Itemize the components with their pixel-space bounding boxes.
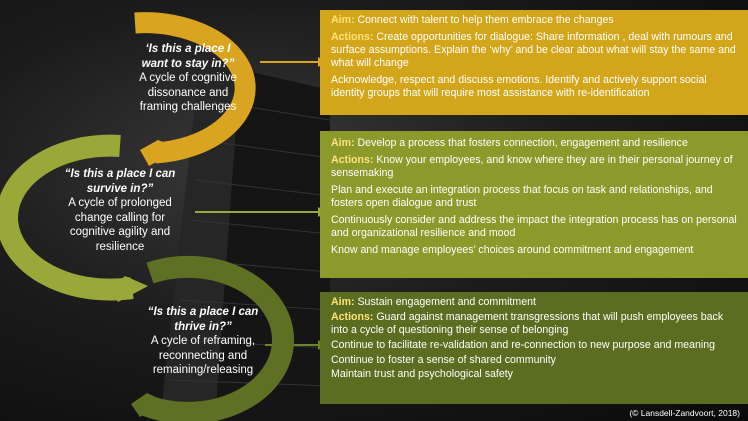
cycle-3-question-line-1: “Is this a place I can <box>147 306 259 318</box>
panel-3-aim <box>331 296 740 309</box>
panel-survive <box>320 131 748 278</box>
panel-thrive <box>320 292 748 404</box>
cycle-1-text <box>128 42 248 115</box>
cycle-3-description-line-1: A cycle of reframing, <box>150 335 256 347</box>
cycle-1-description-line-1: A cycle of cognitive <box>139 72 237 84</box>
cycle-3-description-line-2: reconnecting and <box>158 349 248 362</box>
aim-label: Aim: <box>331 296 355 308</box>
actions-text: Create opportunities for dialogue: Share information , deal with rumours and surface assumptions. Explain the ‘why’ and be clear about what will stay the same and what will change <box>331 30 736 70</box>
cycle-1-question-line-1: ‘Is this a place I <box>145 43 231 55</box>
aim-label: Aim: <box>331 14 355 26</box>
actions-label: Actions: <box>331 30 374 43</box>
aim-text: Connect with talent to help them embrace the changes <box>354 14 614 26</box>
cycle-1-question-line-2: want to stay in?” <box>141 57 235 70</box>
panel-2-aim <box>331 137 740 150</box>
actions-text: Guard against management transgressions that will push employees back into a cycle of questioning their sense of belonging <box>331 310 724 337</box>
cycle-2-question-line-2: survive in?” <box>86 182 154 195</box>
aim-text: Sustain engagement and commitment <box>354 296 536 308</box>
panel-2-actions <box>331 154 740 181</box>
cycle-2-description-line-1: A cycle of prolonged <box>68 197 172 209</box>
panel-1-actions <box>331 31 740 71</box>
cycle-2-question-line-1: “Is this a place I can <box>64 168 176 180</box>
panel-1-item-1: Acknowledge, respect and discuss emotions. Identify and actively support social identity groups that will require most assistance with re-identification <box>331 74 707 100</box>
cycle-3-question-line-2: thrive in?” <box>174 320 232 333</box>
cycle-1-description-line-2: dissonance and <box>147 86 229 99</box>
aim-text: Develop a process that fosters connection, engagement and resilience <box>354 137 688 149</box>
panel-3-item-2: Continue to foster a sense of shared community <box>331 353 556 366</box>
panel-1-aim <box>331 14 740 27</box>
cycle-2-text <box>50 167 190 254</box>
panel-2-item-3: Know and manage employees’ choices around commitment and engagement <box>331 244 694 257</box>
copyright-text: (© Lansdell-Zandvoort, 2018) <box>629 408 740 418</box>
cycle-2-description-line-2: change calling for <box>74 211 166 224</box>
cycle-3-text <box>133 305 273 378</box>
panel-3-item-1: Continue to facilitate re-validation and re-connection to new purpose and meaning <box>331 338 715 351</box>
actions-label: Actions: <box>331 310 374 323</box>
cycle-2-description-line-4: resilience <box>95 240 145 253</box>
actions-text: Know your employees, and know where they are in their personal journey of sensemaking <box>331 153 733 180</box>
cycle-2-description-line-3: cognitive agility and <box>69 226 171 238</box>
panel-stay <box>320 10 748 115</box>
panel-3-item-3: Maintain trust and psychological safety <box>331 368 513 381</box>
cycle-1-description-line-3: framing challenges <box>139 101 237 113</box>
panel-3-actions <box>331 311 740 338</box>
actions-label: Actions: <box>331 153 374 166</box>
cycle-3-description-line-3: remaining/releasing <box>152 364 254 376</box>
aim-label: Aim: <box>331 137 355 149</box>
panel-2-item-1: Plan and execute an integration process that focus on task and relationships, and fosters open dialogue and trust <box>331 183 713 210</box>
panel-2-item-2: Continuously consider and address the impact the integration process has on personal and organizational resilience and mood <box>331 213 737 240</box>
